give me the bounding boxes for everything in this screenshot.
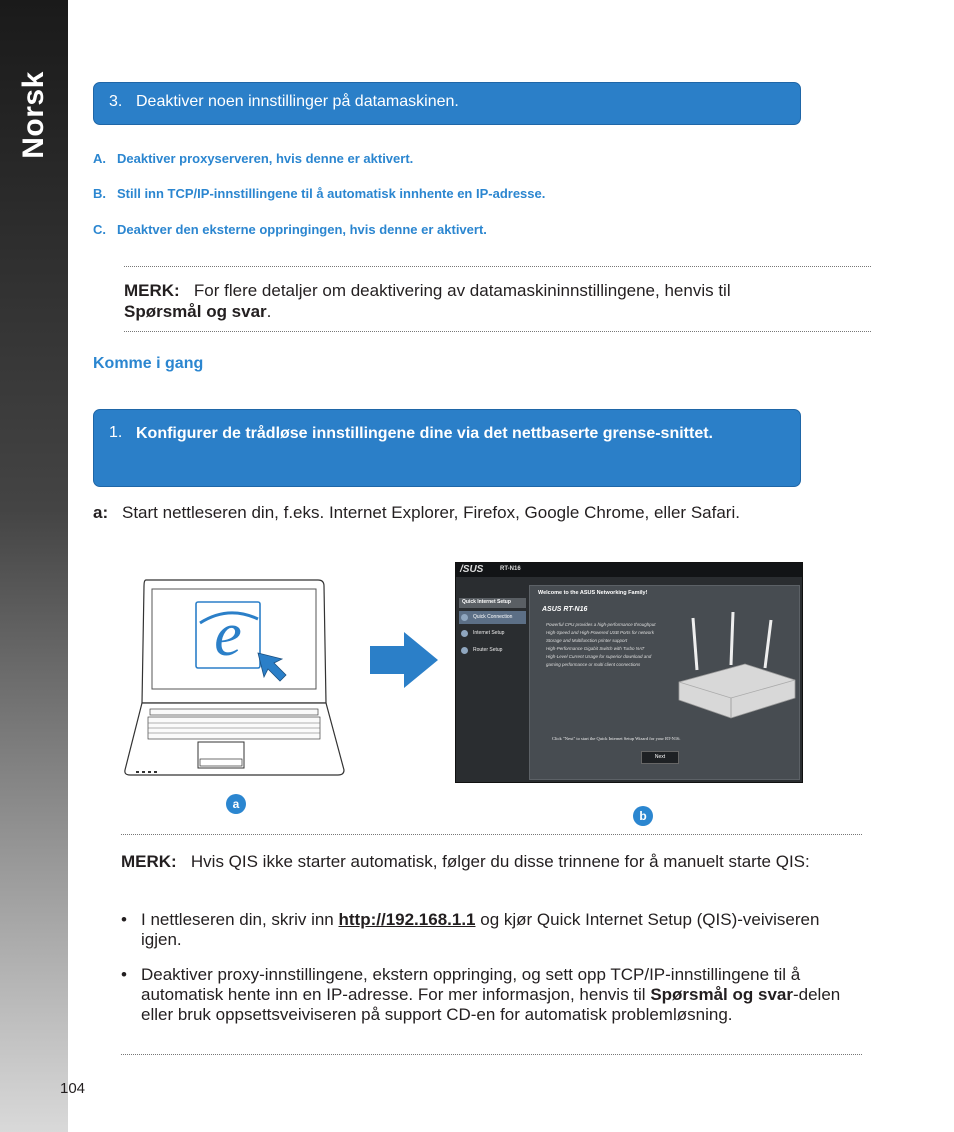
step-3-number: 3.: [109, 93, 123, 110]
router-header: [456, 563, 802, 577]
menu-item-router-setup[interactable]: Router Setup: [459, 644, 526, 657]
step-a-text: Start nettleseren din, f.eks. Internet Explorer, Firefox, Google Chrome, eller Safari.: [122, 503, 740, 522]
step-1-number: 1.: [109, 424, 123, 441]
router-welcome: Welcome to the ASUS Networking Family!: [538, 590, 648, 596]
substep-a: A. Deaktiver proxyserveren, hvis denne er aktivert.: [93, 151, 414, 166]
note-2-bullet-2: • Deaktiver proxy-innstillingene, ekstern oppringing, og sett opp TCP/IP-innstillingene til å automatisk hente inn en IP-adresse. For mer informasjon, henvis til Spørsmål og svar-delen eller bruk oppsettsveiviseren på support CD-en for automatisk problemløsning.: [121, 965, 841, 1024]
globe-icon: [461, 630, 468, 637]
svg-text:e: e: [214, 601, 242, 669]
globe-icon: [461, 614, 468, 621]
divider: [124, 266, 871, 267]
laptop-illustration: [120, 575, 348, 780]
sidebar-language-label: Norsk: [17, 71, 50, 159]
router-ui-screenshot: [455, 562, 803, 783]
router-device-image: [675, 610, 797, 720]
menu-item-quick-connection[interactable]: Quick Connection: [459, 611, 526, 624]
substep-c: C. Deaktver den eksterne oppringingen, hvis denne er aktivert.: [93, 222, 487, 237]
router-next-button[interactable]: Next: [641, 751, 679, 764]
step-3-box: [93, 82, 801, 125]
section-title: Komme i gang: [93, 355, 204, 372]
menu-header: Quick Internet Setup: [462, 599, 511, 605]
note-2-bullet-1: • I nettleseren din, skriv inn http://192.168.1.1 og kjør Quick Internet Setup (QIS)-veiviseren igjen.: [121, 910, 820, 949]
divider: [124, 331, 871, 332]
right-arrow-icon: [368, 630, 440, 690]
divider: [121, 1054, 862, 1055]
note-1: MERK: For flere detaljer om deaktivering av datamaskininnstillingene, henvis til Spørsmål og svar.: [124, 281, 731, 321]
router-content-panel: [529, 585, 800, 780]
router-address-link[interactable]: http://192.168.1.1: [338, 910, 476, 929]
step-1-text: Konfigurer de trådløse innstillingene dine via det nettbaserte grense-snittet.: [136, 425, 713, 442]
divider: [121, 834, 862, 835]
page-number: 104: [60, 1080, 86, 1097]
step-1-box: [93, 409, 801, 487]
figure-badge-a: a: [226, 794, 246, 814]
substep-b: B. Still inn TCP/IP-innstillingene til å automatisk innhente en IP-adresse.: [93, 186, 546, 201]
menu-item-internet-setup[interactable]: Internet Setup: [459, 627, 526, 640]
browser-icon: [196, 601, 260, 669]
router-icon: [461, 647, 468, 654]
language-sidebar: [0, 0, 68, 1132]
router-feature-list: Powerful CPU provides a high-performance throughput High-Speed and High-Powered USB Ports for network Storage and Multifunction printer support High-Performance Gigabit Switch with Turbo NAT High-Level Current Usage for superior download and gaming performance or multi client connections: [546, 622, 656, 667]
asus-logo: /SUS: [460, 564, 484, 575]
step-a-label: a:: [93, 503, 109, 522]
figure-badge-b: b: [633, 806, 653, 826]
note-2: MERK: Hvis QIS ikke starter automatisk, følger du disse trinnene for å manuelt starte QIS:: [121, 852, 810, 871]
step-3-text: Deaktiver noen innstillinger på datamaskinen.: [136, 93, 459, 110]
router-product-title: ASUS RT-N16: [542, 606, 588, 613]
router-instruction: Click "Next" to start the Quick Internet Setup Wizard for your RT-N16.: [552, 736, 681, 741]
router-model-label: RT-N16: [500, 566, 521, 572]
